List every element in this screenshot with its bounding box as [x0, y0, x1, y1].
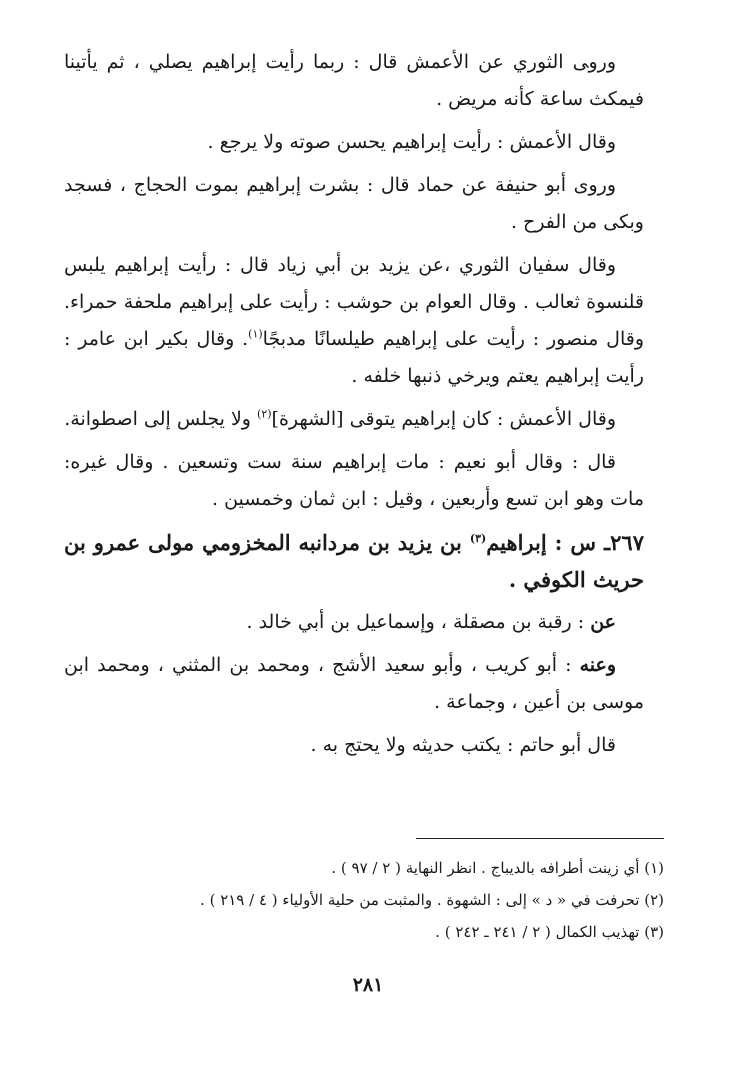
narrated-from-text: : رقبة بن مصقلة ، وإسماعيل بن أبي خالد .: [246, 611, 591, 633]
paragraph-5-part-a: وقال الأعمش : كان إبراهيم يتوقى [الشهرة]: [271, 408, 616, 430]
paragraph-1: ورو‍ى الثوري عن الأعمش قال : ربما رأيت إبراهيم يصلي ، ثم يأتينا فيمكث ساعة كأنه مريض .: [64, 51, 644, 110]
paragraph-2: وقال الأعمش : رأيت إبراهيم يحسن صوته ولا يرجع .: [207, 131, 616, 153]
footnote-1: (١) أي زينت أطرافه بالديباج . انظر النهاية ( ٢ / ٩٧ ) .: [331, 859, 664, 877]
paragraph-4-part-a: وقال سفيان الثوري ،عن يزيد بن أبي زياد قال : رأيت إبراهيم يلبس قلنسوة ثعالب . وقال العوام بن حوشب : رأيت على إبراهيم ملحفة حمراء. وقال منصور : رأيت على إبراهيم طيلسانًا مدبجًا: [64, 254, 645, 350]
paragraph-6: قال : وقال أبو نعيم : مات إبراهيم سنة ست وتسعين . وقال غيره: مات وهو ابن تسع وأربعين ، وقيل : ابن ثمان وخمسين .: [64, 451, 644, 510]
footnote-ref-2: (٢): [257, 407, 272, 421]
entry-heading: [64, 524, 644, 598]
narrated-from-label: عن: [590, 611, 616, 633]
entry-heading-part-b: بن يزيد بن مردانبه المخزومي مولى عمرو بن حريث الكوفي .: [64, 530, 644, 592]
page-number: ٢٨١: [352, 974, 384, 996]
narrated-by-text: : أبو كريب ، وأبو سعيد الأشج ، ومحمد بن المثني ، ومحمد ابن موسى بن أعين ، وجماعة .: [64, 654, 644, 713]
paragraph-5: [64, 401, 644, 438]
paragraph-4: [64, 247, 644, 395]
footnote-2: (٢) تحرفت في « د » إلى : الشهوة . والمثبت من حلية الأولياء ( ٤ / ٢١٩ ) .: [200, 891, 664, 909]
footnote-3: (٣) تهذيب الكمال ( ٢ / ٢٤١ ـ ٢٤٢ ) .: [435, 923, 664, 941]
narrated-from: [64, 604, 644, 641]
closing-paragraph: قال أبو حاتم : يكتب حديثه ولا يحتج به .: [310, 734, 616, 756]
narrated-by-label: وعنه: [579, 654, 616, 676]
footnotes: [64, 852, 664, 948]
narrated-by: [64, 647, 644, 721]
paragraph-5-part-b: ولا يجلس إلى اصطوانة.: [64, 408, 258, 430]
footnote-ref-1: (١): [248, 327, 263, 341]
main-text: [64, 44, 644, 770]
footnote-ref-3: (٣): [469, 532, 487, 545]
paragraph-4-part-b: . وقال بكير ابن عامر : رأيت إبراهيم يعتم ويرخي ذنبها خلفه .: [64, 328, 644, 387]
paragraph-3: وروى أبو حنيفة عن حماد قال : بشرت إبراهيم بموت الحجاج ، فسجد وبكى من الفرح .: [64, 174, 644, 233]
entry-heading-part-a: ٢٦٧ـ س : إبراهيم: [486, 530, 644, 555]
footnote-divider: [416, 838, 664, 839]
